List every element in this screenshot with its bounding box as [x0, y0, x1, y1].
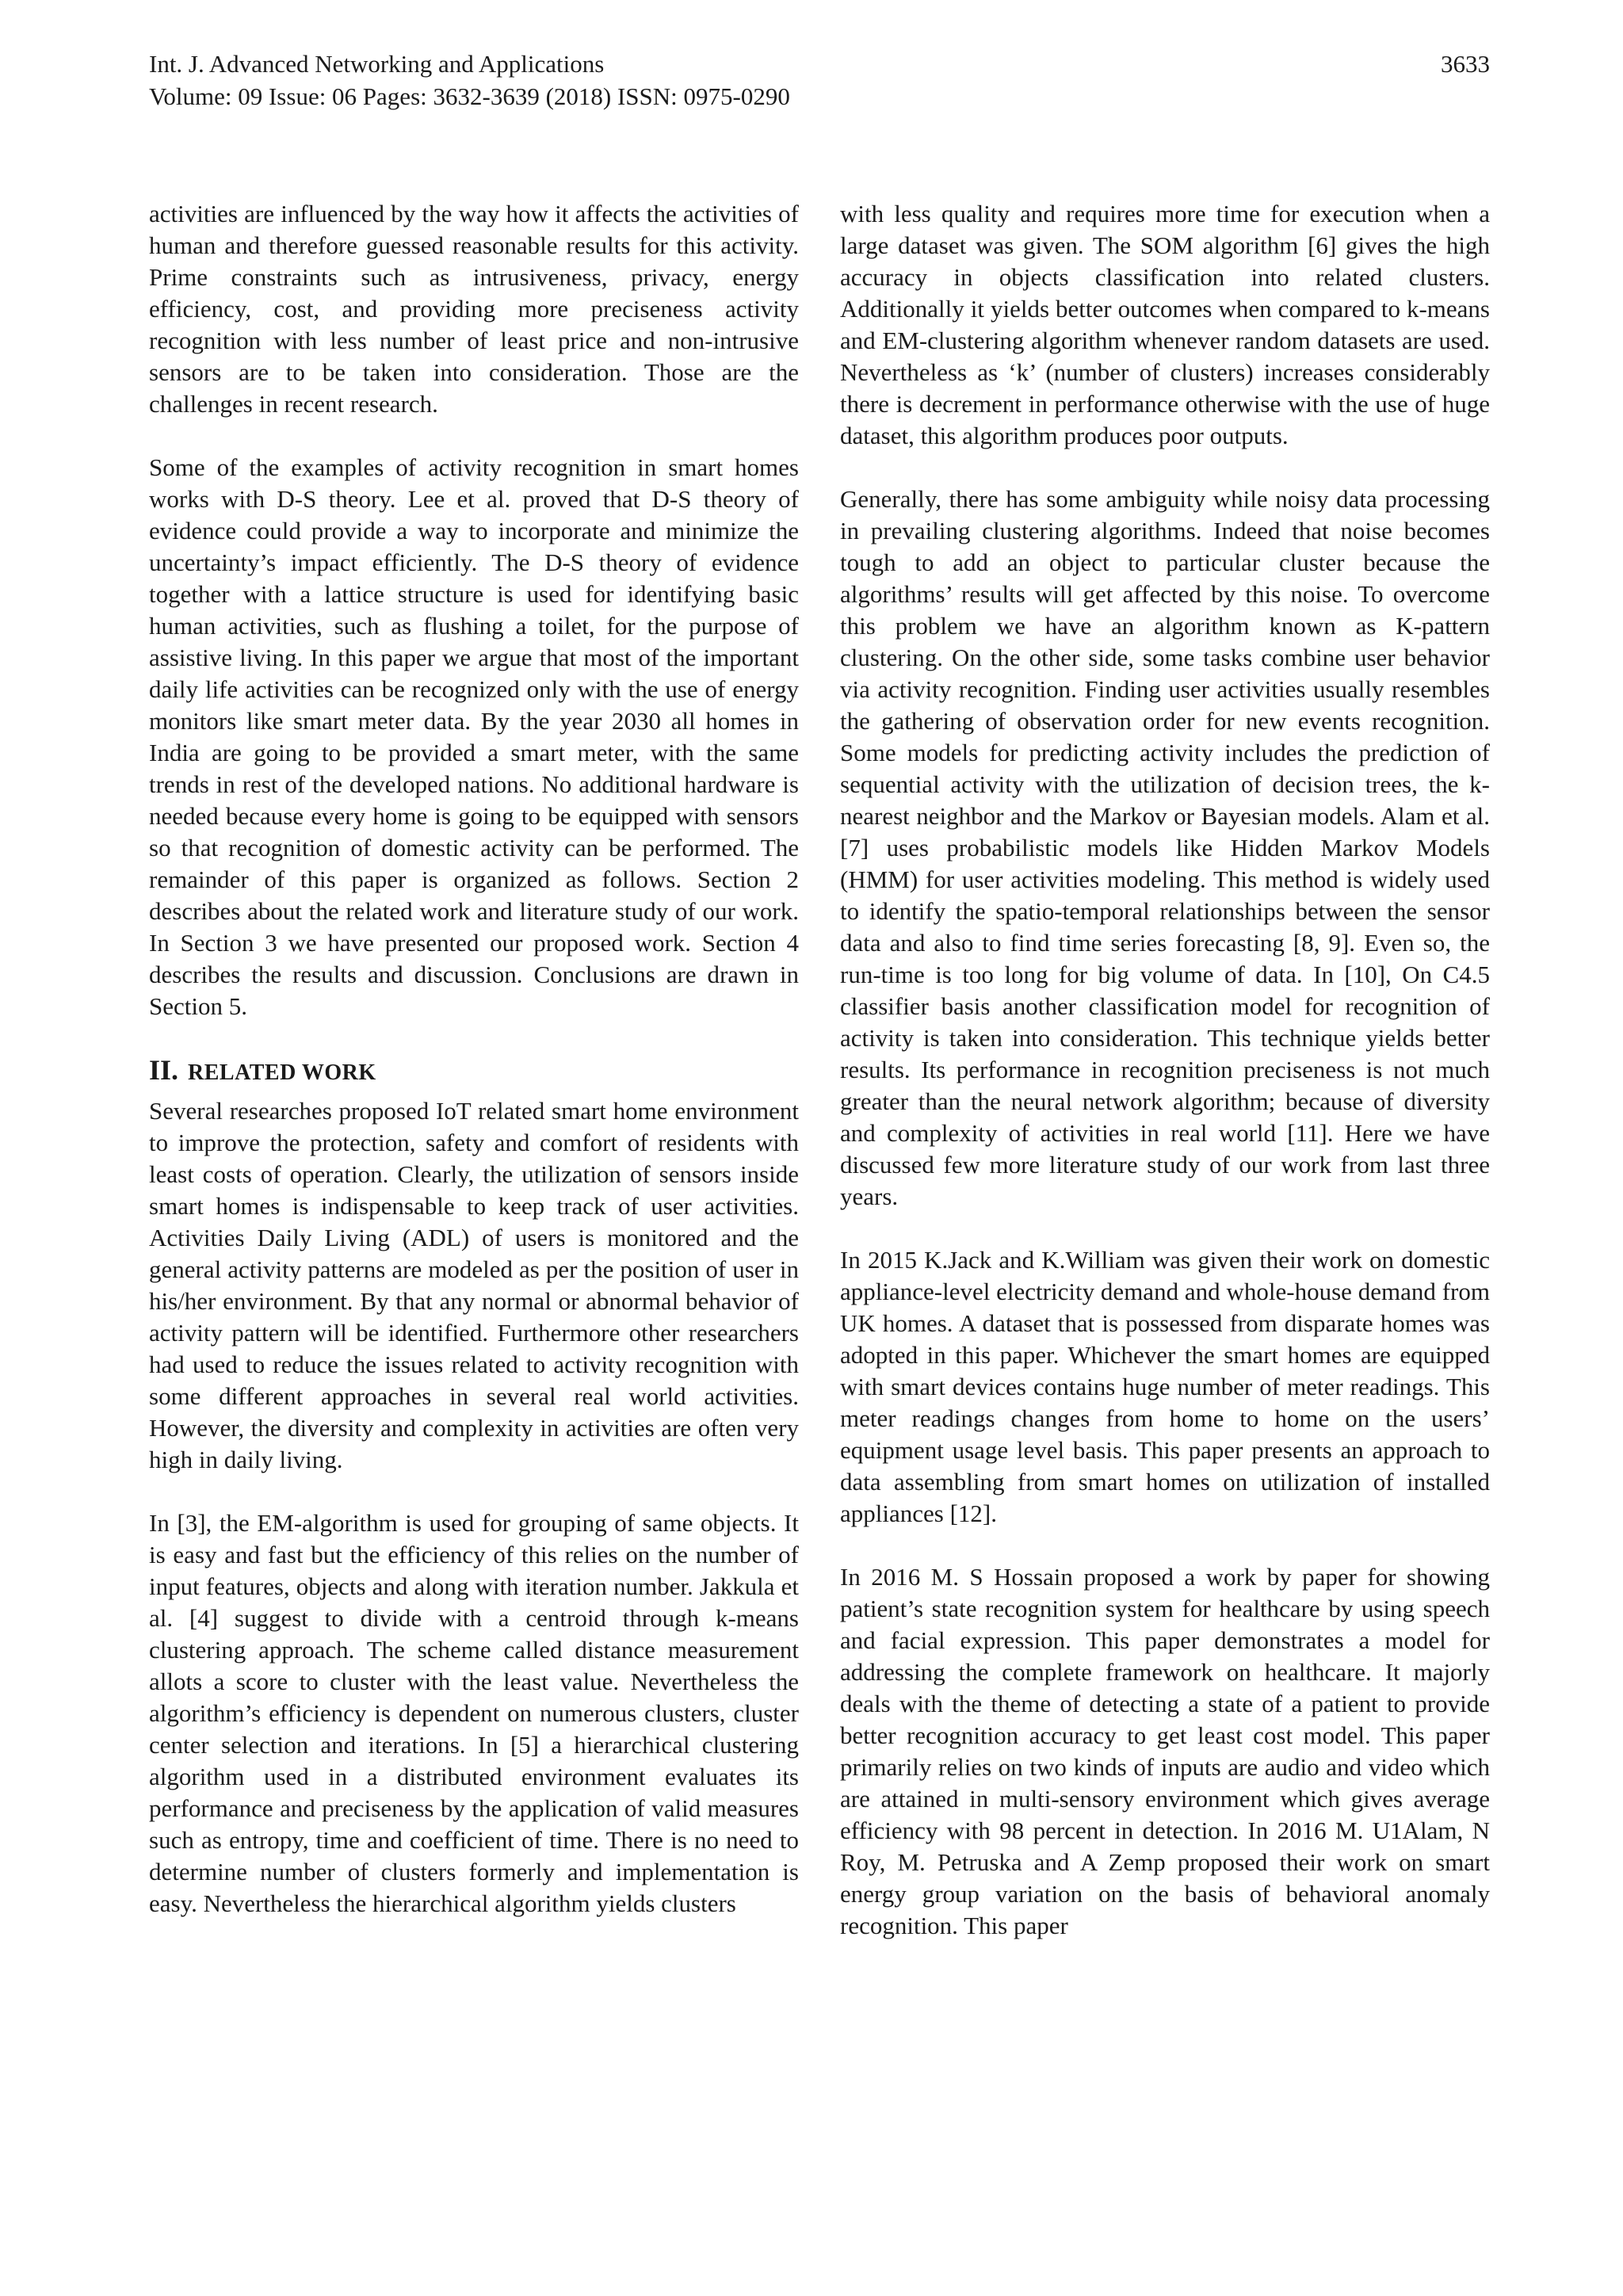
section-title: RELATED WORK [188, 1060, 376, 1085]
paragraph: In 2016 M. S Hossain proposed a work by paper for showing patient’s state recognition system for healthcare by using speech and facial expression. This paper demonstrates a model for addressing the complete framework on healthcare. It majorly deals with the theme of detecting a state of a patient to provide better recognition accuracy to get least cost model. This paper primarily relies on two kinds of inputs are audio and video which are attained in multi-sensory environment which gives average efficiency with 98 percent in detection. In 2016 M. U1Alam, N Roy, M. Petruska and A Zemp proposed their work on smart energy group variation on the basis of behavioral anomaly recognition. This paper [840, 1563, 1490, 1939]
left-column [149, 198, 799, 1951]
paragraph: Some of the examples of activity recognition in smart homes works with D-S theory. Lee et al. proved that D-S theory of evidence could provide a way to incorporate and minimize the uncertainty’s impact efficiently. The D-S theory of evidence together with a lattice structure is used for identifying basic human activities, such as flushing a toilet, for the purpose of assistive living. In this paper we argue that most of the important daily life activities can be recognized only with the use of energy monitors like smart meter data. By the year 2030 all homes in India are going to be provided a smart meter, with the same trends in rest of the developed nations. No additional hardware is needed because every home is going to be equipped with sensors so that recognition of domestic activity can be performed. The remainder of this paper is organized as follows. Section 2 describes about the related work and literature study of our work. In Section 3 we have presented our proposed work. Section 4 describes the results and discussion. Conclusions are drawn in Section 5. [149, 453, 799, 1020]
paragraph: activities are influenced by the way how it affects the activities of human and therefore guessed reasonable results for this activity. Prime constraints such as intrusiveness, privacy, energy efficiency, cost, and providing more preciseness activity recognition with less number of least price and non-intrusive sensors are to be taken into consideration. Those are the challenges in recent research. [149, 200, 799, 418]
paragraph: In 2015 K.Jack and K.William was given their work on domestic appliance-level electricity demand and whole-house demand from UK homes. A dataset that is possessed from disparate homes was adopted in this paper. Whichever the smart homes are equipped with smart devices contains huge number of meter readings. This meter readings changes from home to home on the users’ equipment usage level basis. This paper presents an approach to data assembling from smart homes on utilization of installed appliances [12]. [840, 1246, 1490, 1527]
right-column [840, 198, 1490, 1973]
paragraph: In [3], the EM-algorithm is used for grouping of same objects. It is easy and fast but the efficiency of this relies on the number of input features, objects and along with iteration number. Jakkula et al. [4] suggest to divide with a centroid through k-means clustering approach. The scheme called distance measurement allots a score to cluster with the least value. Nevertheless the algorithm’s efficiency is dependent on numerous clusters, cluster center selection and iterations. In [5] a hierarchical clustering algorithm used in a distributed environment evaluates its performance and preciseness by the application of valid measures such as entropy, time and coefficient of time. There is no need to determine number of clusters formerly and implementation is easy. Nevertheless the hierarchical algorithm yields clusters [149, 1509, 799, 1917]
paragraph: Generally, there has some ambiguity while noisy data processing in prevailing clustering algorithms. Indeed that noise becomes tough to add an object to particular cluster because the algorithms’ results will get affected by this noise. To overcome this problem we have an algorithm known as K-pattern clustering. On the other side, some tasks combine user behavior via activity recognition. Finding user activities usually resembles the gathering of observation order for new events recognition. Some models for predicting activity includes the prediction of sequential activity with the utilization of decision trees, the k-nearest neighbor and the Markov or Bayesian models. Alam et al. [7] uses probabilistic models like Hidden Markov Models (HMM) for user activities modeling. This method is widely used to identify the spatio-temporal relationships between the sensor data and also to find time series forecasting [8, 9]. Even so, the run-time is too long for big volume of data. In [10], On C4.5 classifier basis another classification model for recognition of activity is taken into consideration. This technique yields better results. Its performance in recognition preciseness is not much greater than the neural network algorithm; because of diversity and complexity of activities in real world [11]. Here we have discussed few more literature study of our work from last three years. [840, 485, 1490, 1210]
paragraph: Several researches proposed IoT related smart home environment to improve the protection, safety and comfort of residents with least costs of operation. Clearly, the utilization of sensors inside smart homes is indispensable to keep track of user activities. Activities Daily Living (ADL) of users is monitored and the general activity patterns are modeled as per the position of user in his/her environment. By that any normal or abnormal behavior of activity pattern will be identified. Furthermore other researchers had used to reduce the issues related to activity recognition with some different approaches in several real world activities. However, the diversity and complexity in activities are often very high in daily living. [149, 1097, 799, 1473]
journal-title: Int. J. Advanced Networking and Applications [149, 50, 605, 78]
running-header [149, 48, 1490, 113]
page-number: 3633 [1441, 50, 1490, 78]
paragraph: with less quality and requires more time for execution when a large dataset was given. The SOM algorithm [6] gives the high accuracy in objects classification into related clusters. Additionally it yields better outcomes when compared to k-means and EM-clustering algorithm whenever random datasets are used. Nevertheless as ‘k’ (number of clusters) increases considerably there is decrement in performance otherwise with the use of huge dataset, this algorithm produces poor outputs. [840, 200, 1490, 449]
section-heading [149, 1054, 799, 1089]
section-number: II. [149, 1054, 179, 1086]
volume-info: Volume: 09 Issue: 06 Pages: 3632-3639 (2018) ISSN: 0975-0290 [149, 82, 790, 110]
